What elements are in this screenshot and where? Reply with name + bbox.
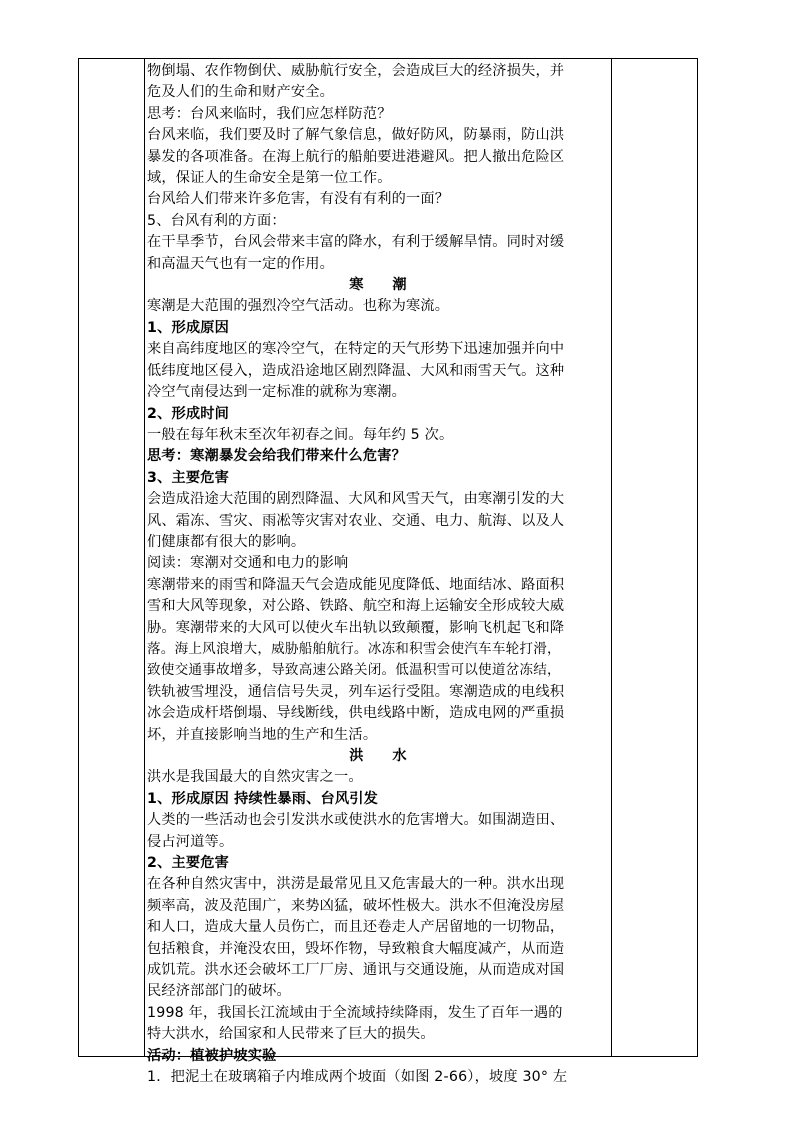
body-text: 在干旱季节，台风会带来丰富的降水，有利于缓解旱情。同时对缓	[147, 234, 565, 251]
body-text: 频率高，波及范围广，来势凶猛，破坏性极大。洪水不但淹没房屋	[147, 897, 565, 914]
question-text: 思考：寒潮暴发会给我们带来什么危害？	[147, 448, 406, 465]
subheading: 5、台风有利的方面：	[147, 212, 286, 229]
body-text: 成饥荒。洪水还会破坏工厂厂房、通讯与交通设施，从而造成对国	[147, 962, 565, 979]
body-text: 危及人们的生命和财产安全。	[147, 84, 335, 101]
body-text: 低纬度地区侵入，造成沿途地区剧烈降温、大风和雨雪天气。这种	[147, 362, 565, 379]
body-text: 暴发的各项准备。在海上航行的船舶要进港避风。把人撤出危险区	[147, 148, 565, 165]
body-text: 冰会造成杆塔倒塌、导线断线，供电线路中断，造成电网的严重损	[147, 705, 565, 722]
question-text: 思考：台风来临时，我们应怎样防范？	[147, 105, 392, 122]
subheading: 3、主要危害	[147, 469, 230, 486]
body-text: 域，保证人的生命安全是第一位工作。	[147, 170, 392, 187]
body-text: 致使交通事故增多，导致高速公路关闭。低温积雪可以使道岔冻结，	[147, 662, 561, 679]
body-text: 1．把泥土在玻璃箱子内堆成两个坡面（如图 2-66），坡度 30° 左	[147, 1069, 568, 1086]
body-text: 侵占河道等。	[147, 833, 234, 850]
body-text: 冷空气南侵达到一定标准的就称为寒潮。	[147, 384, 406, 401]
body-text: 寒潮带来的雨雪和降温天气会造成能见度降低、地面结冰、路面积	[147, 576, 565, 593]
subheading: 1、形成原因	[147, 319, 230, 336]
lesson-content-cell	[147, 61, 609, 1089]
reading-heading: 阅读：寒潮对交通和电力的影响	[147, 555, 349, 572]
body-text: 坏，并直接影响当地的生产和生活。	[147, 726, 378, 743]
body-text: 包括粮食，并淹没农田，毁坏作物，导致粮食大幅度减产，从而造	[147, 940, 565, 957]
body-text: 特大洪水，给国家和人民带来了巨大的损失。	[147, 1026, 435, 1043]
body-text: 风、霜冻、雪灾、雨凇等灾害对农业、交通、电力、航海、以及人	[147, 512, 565, 529]
body-text: 台风来临，我们要及时了解气象信息，做好防风，防暴雨，防山洪	[147, 127, 565, 144]
activity-heading: 活动：植被护坡实验	[147, 1047, 277, 1064]
subheading: 2、形成时间	[147, 405, 230, 422]
body-text: 落。海上风浪增大，威胁船舶航行。冰冻和积雪会使汽车车轮打滑，	[147, 640, 561, 657]
body-text: 人类的一些活动也会引发洪水或使洪水的危害增大。如围湖造田、	[147, 812, 565, 829]
table-column-divider	[144, 58, 145, 1056]
body-text: 和高温天气也有一定的作用。	[147, 255, 335, 272]
body-text: 们健康都有很大的影响。	[147, 533, 306, 550]
question-text: 台风给人们带来许多危害，有没有有利的一面？	[147, 191, 450, 208]
body-text: 铁轨被雪埋没，通信信号失灵，列车运行受阻。寒潮造成的电线积	[147, 683, 565, 700]
body-text: 洪水是我国最大的自然灾害之一。	[147, 769, 363, 786]
table-right-border	[697, 58, 698, 1056]
subheading: 2、主要危害	[147, 855, 230, 872]
table-left-border	[78, 58, 79, 1056]
body-text: 雪和大风等现象，对公路、铁路、航空和海上运输安全形成较大威	[147, 598, 565, 615]
table-column-divider	[611, 58, 612, 1056]
table-top-border	[78, 58, 698, 59]
body-text: 会造成沿途大范围的剧烈降温、大风和风雪天气，由寒潮引发的大	[147, 491, 565, 508]
body-text: 一般在每年秋末至次年初春之间。每年约 5 次。	[147, 426, 454, 443]
section-title-cold-wave: 寒 潮	[349, 277, 407, 294]
body-text: 和人口，造成大量人员伤亡，而且还卷走人产居留地的一切物品，	[147, 919, 565, 936]
body-text: 胁。寒潮带来的大风可以使火车出轨以致颠覆，影响飞机起飞和降	[147, 619, 565, 636]
body-text: 寒潮是大范围的强烈冷空气活动。也称为寒流。	[147, 298, 450, 315]
body-text: 来自高纬度地区的寒冷空气，在特定的天气形势下迅速加强并向中	[147, 341, 565, 358]
body-text: 物倒塌、农作物倒伏、威胁航行安全，会造成巨大的经济损失，并	[147, 63, 565, 79]
body-text: 1998 年，我国长江流域由于全流域持续降雨，发生了百年一遇的	[147, 1004, 563, 1021]
body-text: 在各种自然灾害中，洪涝是最常见且又危害最大的一种。洪水出现	[147, 876, 565, 893]
section-title-flood: 洪 水	[349, 748, 407, 764]
subheading: 1、形成原因 持续性暴雨、台风引发	[147, 790, 379, 807]
body-text: 民经济部部门的破坏。	[147, 983, 291, 1000]
